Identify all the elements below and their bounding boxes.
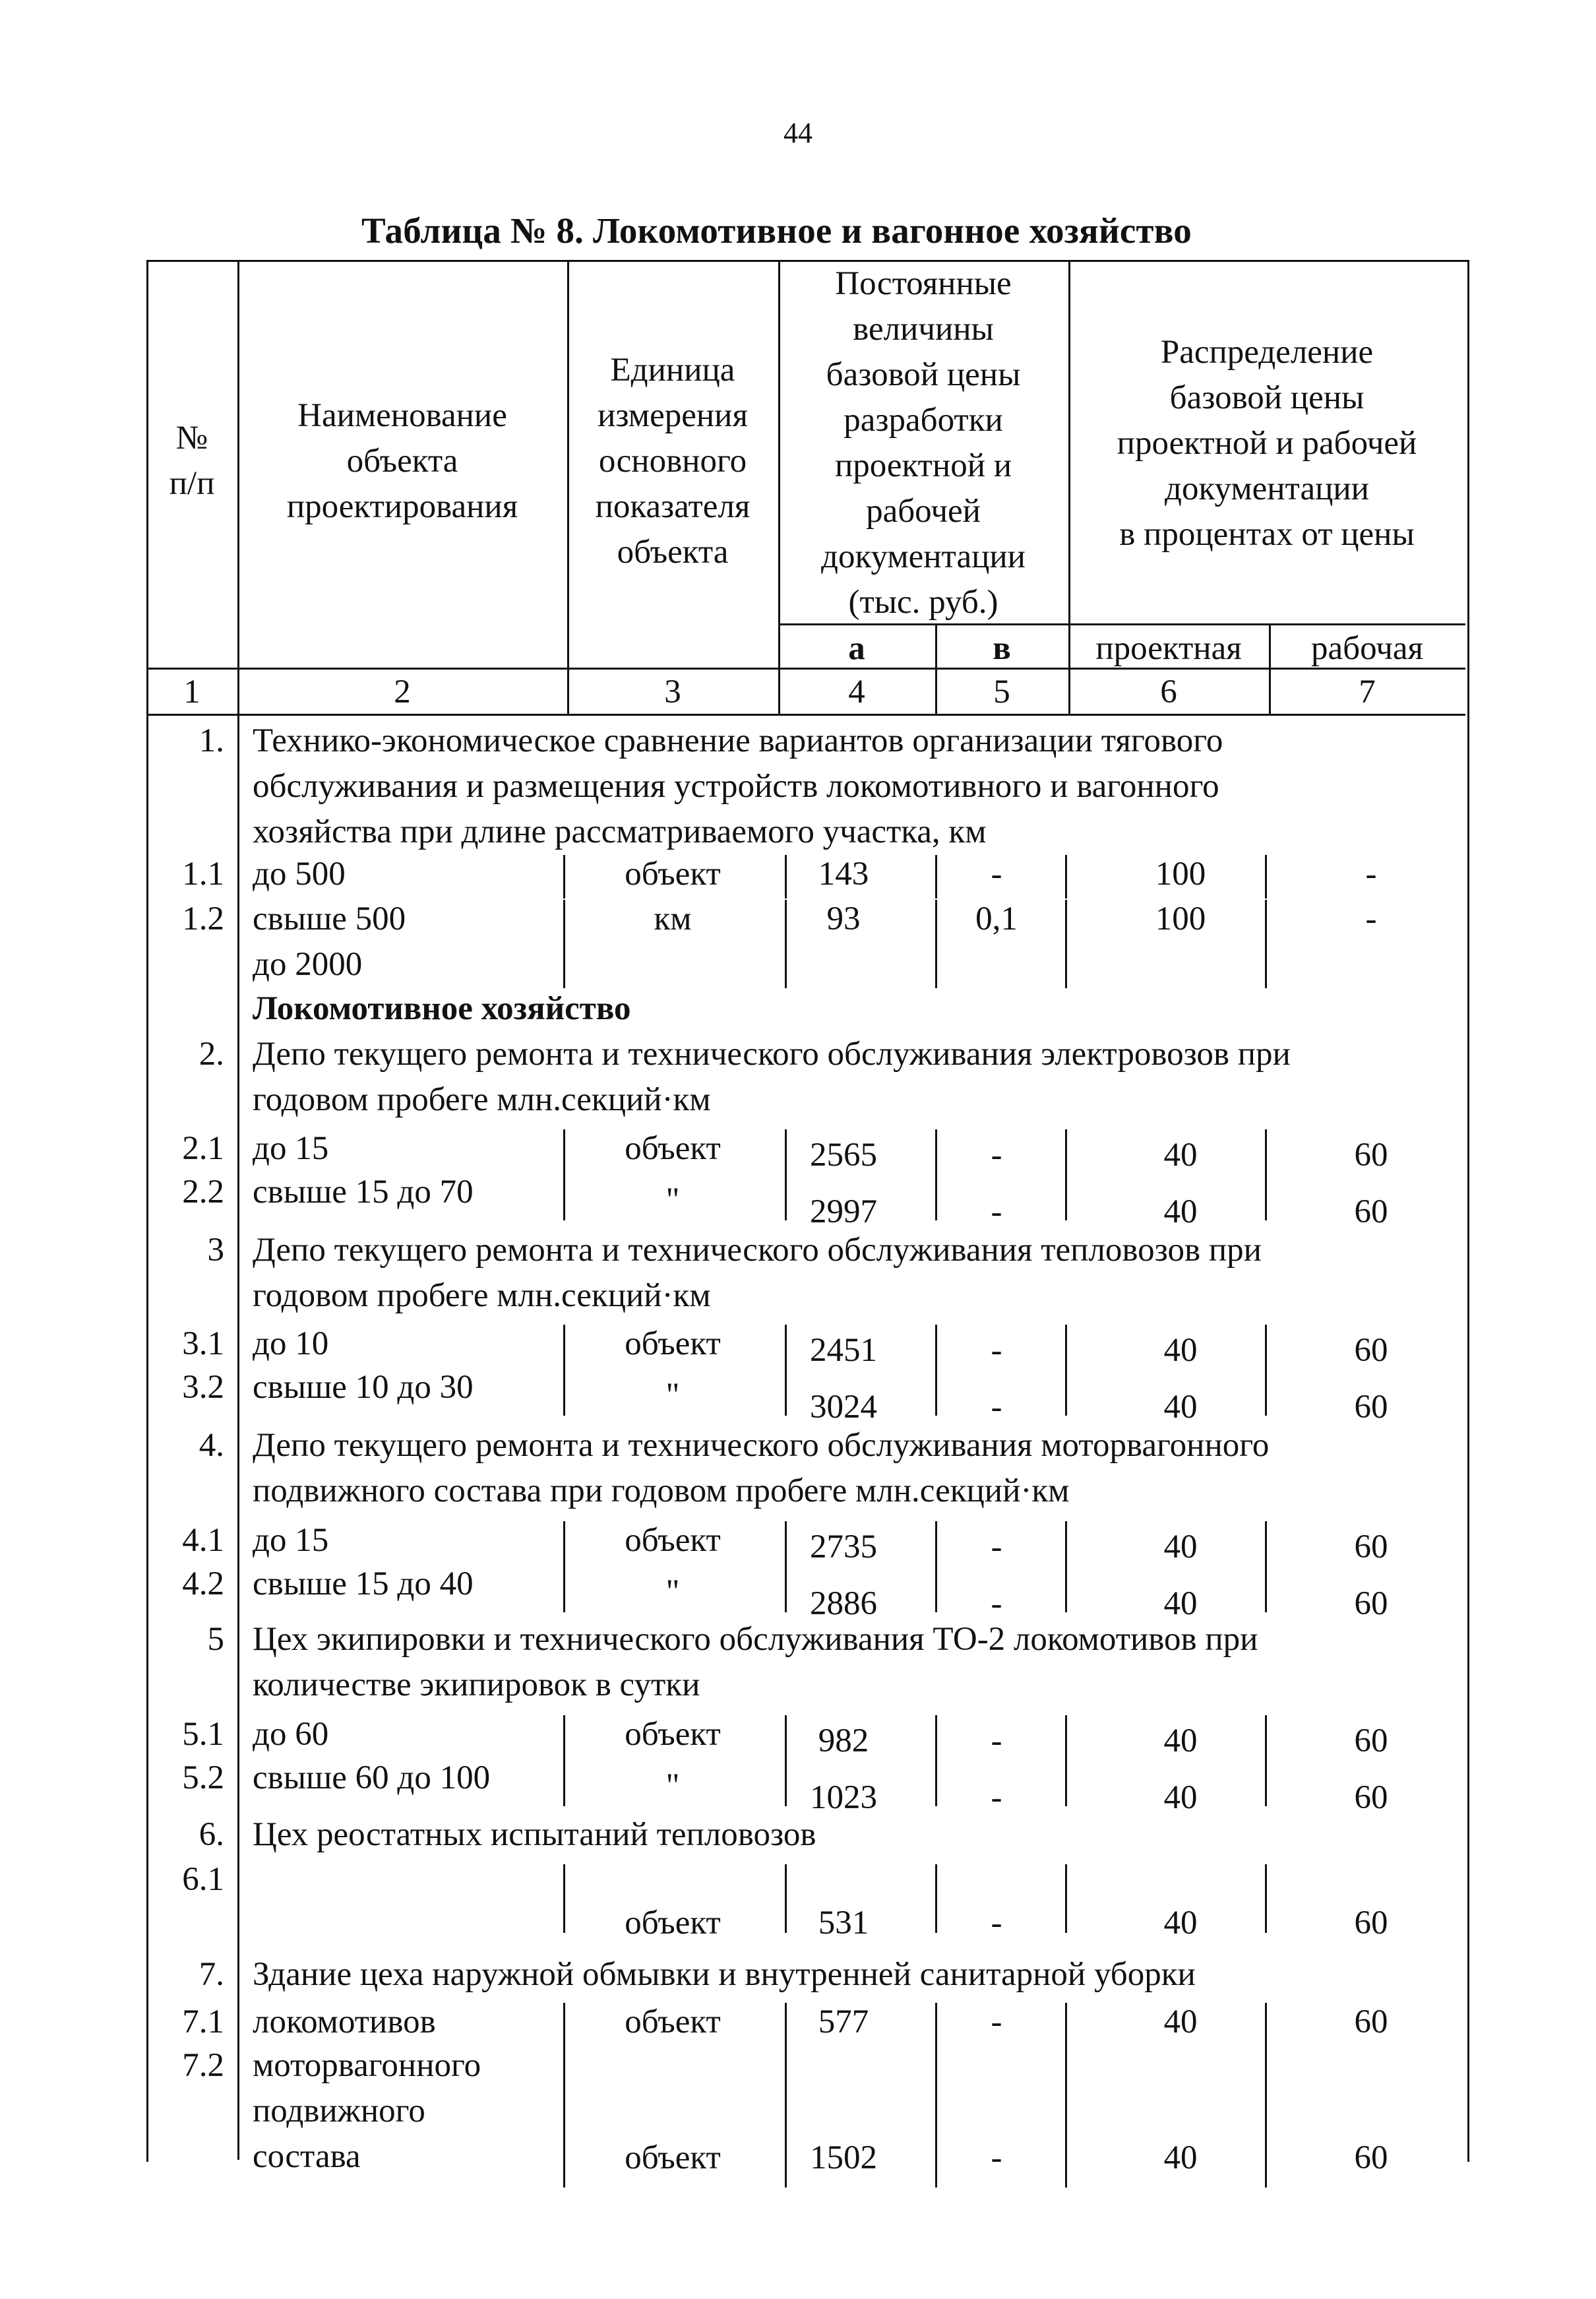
header-col-name-line: проектирования: [286, 488, 518, 525]
row-sep: [1265, 2003, 1267, 2046]
row-unit: объект: [625, 1130, 721, 1167]
row-number: 1.2: [182, 900, 224, 937]
row-number: 3.2: [182, 1369, 224, 1406]
row-number: 2.2: [182, 1174, 224, 1211]
row-value-project: 40: [1163, 1193, 1198, 1230]
row-sep: [563, 1325, 565, 1372]
row-sep: [563, 2003, 565, 2046]
row-number: 6.1: [182, 1861, 224, 1898]
row-sep: [1265, 1129, 1267, 1177]
row-value-work: 60: [1354, 1389, 1388, 1426]
body-col-divider-1: [237, 714, 239, 2160]
row-sep: [1065, 2046, 1067, 2188]
column-number-5: 5: [993, 674, 1010, 710]
section-number: 6.: [199, 1816, 224, 1853]
row-value-b: -: [991, 1722, 1002, 1759]
row-value-project: 40: [1163, 2139, 1198, 2176]
row-value-a: 2886: [810, 1585, 877, 1622]
row-sep: [1265, 1864, 1267, 1933]
row-sep: [1065, 1129, 1067, 1177]
row-number: 3.1: [182, 1325, 224, 1362]
row-value-a: 2735: [810, 1528, 877, 1565]
header-col-distribution-line: документации: [1165, 470, 1369, 507]
column-number-6: 6: [1160, 674, 1177, 710]
row-value-project: 40: [1163, 1905, 1198, 1941]
header-col-unit-line: объекта: [617, 534, 729, 571]
row-name-line: до 60: [253, 1716, 329, 1753]
header-col-name-line: Наименование: [297, 397, 507, 434]
row-sep: [563, 1521, 565, 1569]
section-title-line: годовом пробеге млн.секций·км: [253, 1081, 711, 1118]
header-col-constants-line: разработки: [844, 402, 1003, 439]
row-value-b: -: [991, 1528, 1002, 1565]
section-number: 5: [207, 1621, 224, 1658]
header-col-distribution-line: Распределение: [1160, 334, 1374, 371]
header-col-constants-line: (тыс. руб.): [848, 584, 998, 621]
row-value-work: -: [1365, 900, 1377, 937]
column-number-7: 7: [1359, 674, 1376, 710]
row-sep: [563, 1173, 565, 1220]
row-sep: [1265, 2046, 1267, 2188]
row-number: 1.1: [182, 856, 224, 893]
header-col-distribution: [1068, 330, 1465, 557]
column-number-2: 2: [394, 674, 411, 710]
row-value-work: 60: [1354, 2003, 1388, 2040]
row-unit: ": [665, 1573, 680, 1610]
row-sep: [1065, 900, 1067, 988]
row-value-a: 3024: [810, 1389, 877, 1426]
row-sep: [563, 900, 565, 988]
row-name-line: свыше 60 до 100: [253, 1759, 491, 1796]
header-col-number-line: п/п: [169, 465, 215, 502]
row-value-a: 2451: [810, 1332, 877, 1369]
row-sep: [563, 1759, 565, 1806]
row-sep: [1265, 1565, 1267, 1612]
row-sep: [1065, 1325, 1067, 1372]
row-value-work: 60: [1354, 1528, 1388, 1565]
row-value-b: -: [991, 1332, 1002, 1369]
header-col-distribution-line: в процентах от цены: [1119, 516, 1415, 553]
section-heading: Локомотивное хозяйство: [253, 990, 631, 1027]
column-number-4: 4: [848, 674, 865, 710]
header-col-constants-line: базовой цены: [826, 356, 1021, 393]
section-number: 2.: [199, 1036, 224, 1073]
row-value-project: 100: [1155, 856, 1206, 893]
row-sep: [563, 1715, 565, 1763]
row-unit: объект: [625, 856, 721, 893]
row-value-work: 60: [1354, 1905, 1388, 1941]
row-name-line: локомотивов: [253, 2003, 436, 2040]
row-value-project: 40: [1163, 2003, 1198, 2040]
row-number: 2.1: [182, 1130, 224, 1167]
row-value-a: 1023: [810, 1779, 877, 1816]
row-name-line: свыше 15 до 40: [253, 1565, 474, 1602]
section-title-line: Цех экипировки и технического обслуживания ТО-2 локомотивов при: [253, 1621, 1258, 1658]
row-value-b: -: [991, 856, 1002, 893]
row-value-a: 1502: [810, 2139, 877, 2176]
section-title-line: Здание цеха наружной обмывки и внутренней санитарной уборки: [253, 1956, 1196, 1993]
row-value-a: 2997: [810, 1193, 877, 1230]
row-name-line: моторвагонного: [253, 2047, 481, 2084]
row-value-project: 40: [1163, 1389, 1198, 1426]
row-name-line: свыше 15 до 70: [253, 1174, 474, 1211]
row-value-project: 40: [1163, 1528, 1198, 1565]
header-col-number-line: №: [175, 420, 208, 457]
row-name-line: свыше 500: [253, 900, 406, 937]
row-unit: ": [665, 1377, 680, 1414]
subheader-b: в: [993, 630, 1011, 667]
section-title-line: хозяйства при длине рассматриваемого участка, км: [253, 813, 987, 850]
header-col-unit-line: основного: [598, 443, 747, 480]
row-sep: [563, 1368, 565, 1416]
row-sep: [1265, 900, 1267, 988]
row-sep: [1265, 1715, 1267, 1763]
row-value-work: -: [1365, 856, 1377, 893]
header-col-distribution-line: проектной и рабочей: [1117, 425, 1417, 462]
header-col-unit-line: измерения: [598, 397, 748, 434]
row-value-project: 40: [1163, 1585, 1198, 1622]
row-value-b: -: [991, 1585, 1002, 1622]
row-name-line: подвижного: [253, 2093, 425, 2129]
row-value-work: 60: [1354, 1193, 1388, 1230]
row-number: 7.2: [182, 2047, 224, 2084]
row-number: 5.2: [182, 1759, 224, 1796]
row-unit: ": [665, 1181, 680, 1218]
table-title: Таблица № 8. Локомотивное и вагонное хозяйство: [361, 210, 1192, 251]
header-col-name: [237, 393, 567, 530]
row-value-a: 143: [818, 856, 869, 893]
header-col-constants-line: документации: [821, 538, 1026, 575]
section-title-line: Депо текущего ремонта и технического обслуживания моторвагонного: [253, 1427, 1270, 1464]
row-unit: объект: [625, 1716, 721, 1753]
row-value-a: 93: [826, 900, 861, 937]
row-value-b: -: [991, 1137, 1002, 1174]
header-col-unit-line: показателя: [595, 488, 751, 525]
row-number: 5.1: [182, 1716, 224, 1753]
row-name-line: свыше 10 до 30: [253, 1369, 474, 1406]
row-sep: [1065, 855, 1067, 898]
header-col-constants-line: рабочей: [866, 493, 981, 530]
row-unit: объект: [625, 2003, 721, 2040]
row-sep: [1065, 2003, 1067, 2046]
row-sep: [563, 1864, 565, 1933]
header-col-unit: [567, 348, 778, 575]
header-col-number: [146, 416, 237, 507]
section-title-line: обслуживания и размещения устройств локомотивного и вагонного: [253, 768, 1219, 805]
row-value-a: 577: [818, 2003, 869, 2040]
row-value-b: -: [991, 1779, 1002, 1816]
row-unit: ": [665, 1767, 680, 1804]
subheader-project: проектная: [1095, 630, 1242, 667]
row-unit: объект: [625, 2139, 721, 2176]
row-number: 4.1: [182, 1522, 224, 1559]
row-sep: [1265, 1521, 1267, 1569]
row-name-line: состава: [253, 2138, 361, 2175]
row-sep: [1065, 1173, 1067, 1220]
row-value-a: 2565: [810, 1137, 877, 1174]
row-sep: [1065, 1759, 1067, 1806]
row-sep: [1065, 1565, 1067, 1612]
row-sep: [1265, 1173, 1267, 1220]
row-value-project: 40: [1163, 1779, 1198, 1816]
row-value-work: 60: [1354, 2139, 1388, 2176]
row-value-b: 0,1: [975, 900, 1018, 937]
row-number: 4.2: [182, 1565, 224, 1602]
row-name-line: до 10: [253, 1325, 329, 1362]
header-line: [146, 668, 1465, 670]
row-sep: [563, 2046, 565, 2188]
row-sep: [563, 1129, 565, 1177]
row-value-work: 60: [1354, 1722, 1388, 1759]
section-number: 7.: [199, 1956, 224, 1993]
row-name-line: до 500: [253, 856, 346, 893]
row-value-project: 40: [1163, 1332, 1198, 1369]
row-sep: [1265, 1368, 1267, 1416]
row-value-a: 982: [818, 1722, 869, 1759]
subheader-a: а: [848, 630, 865, 667]
section-title-line: Депо текущего ремонта и технического обслуживания тепловозов при: [253, 1232, 1262, 1269]
row-sep: [1265, 1325, 1267, 1372]
subheader-work: рабочая: [1310, 630, 1423, 667]
section-title-line: Технико-экономическое сравнение вариантов организации тягового: [253, 722, 1223, 759]
row-sep: [563, 1565, 565, 1612]
row-sep: [1065, 1715, 1067, 1763]
header-col-constants: [778, 261, 1068, 625]
section-number: 1.: [199, 722, 224, 759]
column-number-3: 3: [664, 674, 681, 710]
section-number: 4.: [199, 1427, 224, 1464]
numbers-line: [146, 714, 1465, 716]
row-name-line: до 15: [253, 1130, 329, 1167]
row-sep: [1265, 855, 1267, 898]
row-name-line: до 2000: [253, 946, 363, 983]
row-value-a: 531: [818, 1905, 869, 1941]
row-value-b: -: [991, 2139, 1002, 2176]
row-unit: объект: [625, 1325, 721, 1362]
row-sep: [1265, 1759, 1267, 1806]
row-value-work: 60: [1354, 1779, 1388, 1816]
row-value-work: 60: [1354, 1137, 1388, 1174]
header-col-unit-line: Единица: [610, 352, 735, 389]
header-col-name-line: объекта: [346, 443, 458, 480]
row-number: 7.1: [182, 2003, 224, 2040]
row-value-project: 40: [1163, 1137, 1198, 1174]
header-col-constants-line: величины: [853, 311, 994, 348]
section-title-line: подвижного состава при годовом пробеге млн.секций·км: [253, 1472, 1070, 1509]
row-sep: [1065, 1864, 1067, 1933]
section-title-line: годовом пробеге млн.секций·км: [253, 1277, 711, 1314]
row-value-b: -: [991, 2003, 1002, 2040]
section-title-line: Депо текущего ремонта и технического обслуживания электровозов при: [253, 1036, 1291, 1073]
row-sep: [1065, 1521, 1067, 1569]
row-value-b: -: [991, 1905, 1002, 1941]
row-value-project: 100: [1155, 900, 1206, 937]
section-title-line: Цех реостатных испытаний тепловозов: [253, 1816, 816, 1853]
row-value-work: 60: [1354, 1332, 1388, 1369]
header-col-distribution-line: базовой цены: [1169, 379, 1365, 416]
row-unit: объект: [625, 1905, 721, 1941]
section-number: 3: [207, 1232, 224, 1269]
header-col-constants-line: Постоянные: [835, 265, 1012, 302]
row-value-work: 60: [1354, 1585, 1388, 1622]
row-name-line: до 15: [253, 1522, 329, 1559]
page-number: 44: [783, 117, 813, 149]
row-sep: [1065, 1368, 1067, 1416]
row-unit: объект: [625, 1522, 721, 1559]
row-value-b: -: [991, 1389, 1002, 1426]
header-col-constants-line: проектной и: [834, 447, 1012, 484]
column-number-1: 1: [183, 674, 200, 710]
row-sep: [563, 855, 565, 898]
row-unit: км: [654, 900, 692, 937]
row-value-b: -: [991, 1193, 1002, 1230]
row-value-project: 40: [1163, 1722, 1198, 1759]
section-title-line: количестве экипировок в сутки: [253, 1666, 700, 1703]
